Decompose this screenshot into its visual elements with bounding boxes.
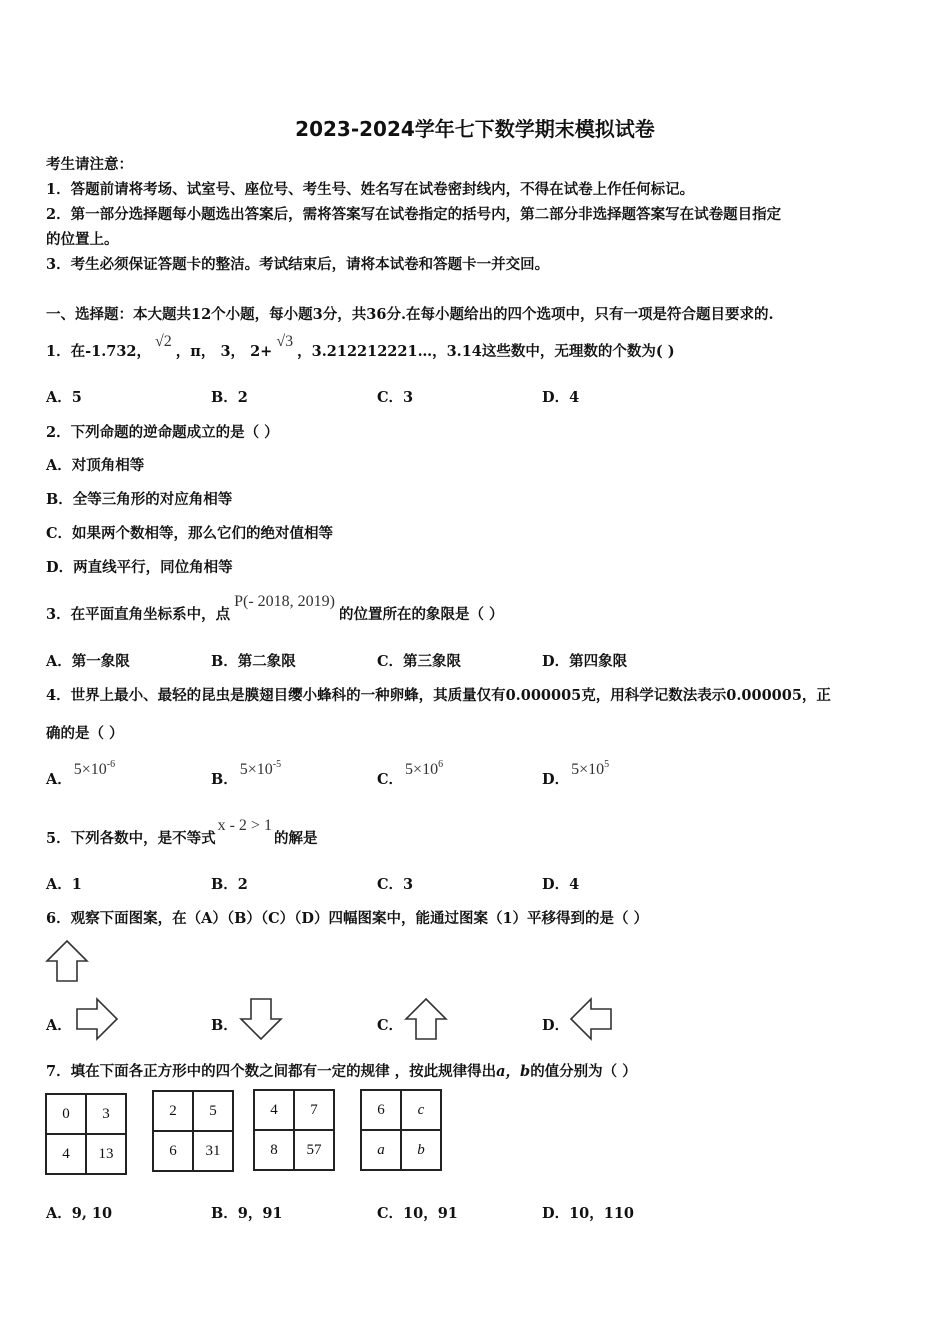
q2-option-c[interactable]: C．如果两个数相等，那么它们的绝对值相等 — [46, 525, 334, 542]
q6-option-b-down-arrow-icon[interactable] — [238, 996, 284, 1042]
q4-option-b[interactable] — [211, 758, 282, 788]
q4-option-base: 5×10 — [405, 761, 439, 778]
q7-grid-2 — [152, 1090, 234, 1172]
q6-option-b[interactable]: B． — [211, 1017, 238, 1034]
q7-option-c[interactable]: C．10，91 — [377, 1205, 458, 1222]
notice-line-2a: 2．第一部分选择题每小题选出答案后，需将答案写在试卷指定的括号内，第二部分非选择题答案写在试卷题目指定 — [46, 206, 782, 223]
q3-option-c[interactable]: C．第三象限 — [377, 653, 462, 670]
q1-option-b[interactable]: B．2 — [211, 389, 248, 406]
grid-cell: 2 — [153, 1091, 193, 1131]
notice-line-3: 3．考生必须保证答题卡的整洁。考试结束后，请将本试卷和答题卡一并交回。 — [46, 256, 550, 273]
page-title: 2023-2024学年七下数学期末模拟试卷 — [295, 117, 655, 141]
q4-stem-line1: 4．世界上最小、最轻的昆虫是膜翅目缨小蜂科的一种卵蜂，其质量仅有0.000005克，用科学记数法表示0.000005，正 — [46, 687, 831, 704]
q6-option-d-left-arrow-icon[interactable] — [568, 996, 614, 1042]
section-heading: 一、选择题：本大题共12个小题，每小题3分，共36分.在每小题给出的四个选项中，只有一项是符合题目要求的. — [46, 306, 774, 323]
grid-cell: a — [361, 1130, 401, 1170]
grid-cell: 7 — [294, 1090, 334, 1130]
q6-figure-1-up-arrow-icon — [44, 938, 90, 984]
q6-option-a[interactable]: A． — [46, 1017, 72, 1034]
q7-vars: a，b — [496, 1063, 531, 1080]
q2-option-b[interactable]: B．全等三角形的对应角相等 — [46, 491, 233, 508]
q4-stem-line2: 确的是（ ） — [46, 725, 124, 742]
q1-sqrt3: √3 — [276, 333, 294, 350]
q5-suffix: 的解是 — [273, 830, 318, 847]
q7-option-b[interactable]: B．9，91 — [211, 1205, 283, 1222]
q4-option-exp: 6 — [438, 759, 444, 770]
q2-option-d[interactable]: D．两直线平行，同位角相等 — [46, 559, 233, 576]
q7-option-d[interactable]: D．10，110 — [542, 1205, 635, 1222]
q4-option-letter: A． — [46, 771, 72, 788]
notice-heading: 考生请注意： — [46, 156, 133, 173]
q4-option-exp: -5 — [272, 759, 282, 770]
q4-option-exp: -6 — [106, 759, 116, 770]
q6-option-c-up-arrow-icon[interactable] — [403, 996, 449, 1042]
q4-option-a[interactable] — [46, 758, 116, 788]
q2-option-a[interactable]: A．对顶角相等 — [46, 457, 145, 474]
q1-option-c[interactable]: C．3 — [377, 389, 414, 406]
grid-cell: b — [401, 1130, 441, 1170]
q4-option-d[interactable] — [542, 758, 610, 788]
q4-option-letter: B． — [211, 771, 238, 788]
q5-option-c[interactable]: C．3 — [377, 876, 414, 893]
q1-suffix: ，3.212212221…，3.14这些数中，无理数的个数为( ) — [297, 343, 675, 360]
q3-point: P(- 2018, 2019) — [234, 593, 335, 610]
q5-prefix: 5．下列各数中，是不等式 — [46, 830, 216, 847]
grid-cell: 3 — [86, 1094, 126, 1134]
grid-cell: 0 — [46, 1094, 86, 1134]
grid-cell: c — [401, 1090, 441, 1130]
grid-cell: 4 — [46, 1134, 86, 1174]
grid-cell: 57 — [294, 1130, 334, 1170]
grid-cell: 5 — [193, 1091, 233, 1131]
grid-cell: 6 — [153, 1131, 193, 1171]
q1-prefix: 1．在-1.732， — [46, 343, 152, 360]
q7-grid-4 — [360, 1089, 442, 1171]
q3-option-d[interactable]: D．第四象限 — [542, 653, 628, 670]
q7-stem — [46, 1060, 637, 1081]
q4-option-base: 5×10 — [73, 761, 107, 778]
q3-suffix: 的位置所在的象限是（ ） — [338, 606, 504, 623]
q1-sqrt2: √2 — [155, 333, 172, 350]
q6-option-a-right-arrow-icon[interactable] — [74, 996, 120, 1042]
q3-prefix: 3．在平面直角坐标系中，点 — [46, 606, 231, 623]
q5-stem — [46, 817, 318, 848]
q4-option-exp: 5 — [604, 759, 610, 770]
grid-cell: 8 — [254, 1130, 294, 1170]
q7-prefix: 7．填在下面各正方形中的四个数之间都有一定的规律 ，按此规律得出 — [46, 1063, 497, 1080]
q3-option-a[interactable]: A．第一象限 — [46, 653, 130, 670]
q7-grid-3 — [253, 1089, 335, 1171]
q3-stem — [46, 593, 504, 624]
notice-line-2b: 的位置上。 — [46, 231, 119, 248]
q7-grid-1 — [45, 1093, 127, 1175]
q2-stem: 2．下列命题的逆命题成立的是（ ） — [46, 424, 279, 441]
q1-mid: ，π， 3， 2+ — [175, 343, 273, 360]
q4-option-base: 5×10 — [571, 761, 605, 778]
grid-cell: 13 — [86, 1134, 126, 1174]
grid-cell: 4 — [254, 1090, 294, 1130]
q3-option-b[interactable]: B．第二象限 — [211, 653, 296, 670]
q6-stem: 6．观察下面图案，在（A）（B）（C）（D）四幅图案中，能通过图案（1）平移得到的是（ ） — [46, 910, 649, 927]
notice-line-1: 1．答题前请将考场、试室号、座位号、考生号、姓名写在试卷密封线内，不得在试卷上作任何标记。 — [46, 181, 695, 198]
q4-option-letter: D． — [542, 771, 570, 788]
grid-cell: 31 — [193, 1131, 233, 1171]
q1-option-a[interactable]: A．5 — [46, 389, 82, 406]
q5-option-a[interactable]: A．1 — [46, 876, 82, 893]
q1-stem — [46, 333, 675, 361]
q6-option-d[interactable]: D． — [542, 1017, 570, 1034]
q7-suffix: 的值分别为（ ） — [530, 1063, 637, 1080]
q6-option-c[interactable]: C． — [377, 1017, 404, 1034]
q5-inequality: x - 2 > 1 — [217, 817, 272, 834]
q7-option-a[interactable]: A．9, 10 — [46, 1205, 113, 1222]
q4-option-c[interactable] — [377, 758, 444, 788]
q5-option-b[interactable]: B．2 — [211, 876, 248, 893]
q4-option-letter: C． — [377, 771, 404, 788]
q4-option-base: 5×10 — [239, 761, 273, 778]
q5-option-d[interactable]: D．4 — [542, 876, 580, 893]
q1-option-d[interactable]: D．4 — [542, 389, 580, 406]
grid-cell: 6 — [361, 1090, 401, 1130]
